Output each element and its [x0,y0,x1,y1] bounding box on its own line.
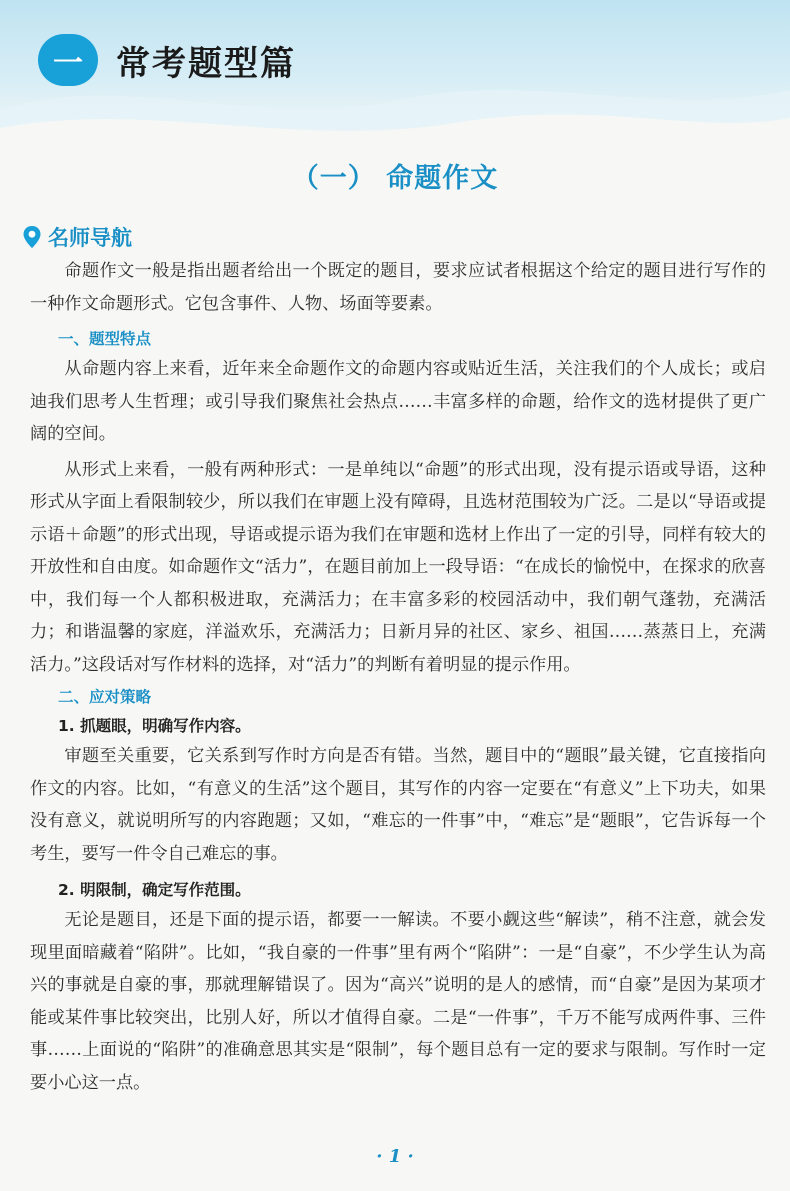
part2-block-1 [30,740,766,870]
intro-paragraph: 命题作文一般是指出题者给出一个既定的题目，要求应试者根据这个给定的题目进行写作的一种作文命题形式。它包含事件、人物、场面等要素。 [30,261,766,314]
part2-paragraph-2: 无论是题目，还是下面的提示语，都要一一解读。不要小觑这些“解读”，稍不注意，就会发现里面暗藏着“陷阱”。比如，“我自豪的一件事”里有两个“陷阱”：一是“自豪”，不少学生认为高兴的事就是自豪的事，那就理解错误了。因为“高兴”说明的是人的感情，而“自豪”是因为某项才能或某件事比较突出，比别人好，所以才值得自豪。二是“一件事”，千万不能写成两件事、三件事……上面说的“陷阱”的准确意思其实是“限制”，每个题目总有一定的要求与限制。写作时一定要小心这一点。 [30,910,766,1093]
part1-paragraph-2: 从形式上来看，一般有两种形式：一是单纯以“命题”的形式出现，没有提示语或导语，这种形式从字面上看限制较少，所以我们在审题上没有障碍，且选材范围较为广泛。二是以“导语或提示语＋命题”的形式出现，导语或提示语为我们在审题和选材上作出了一定的引导，同样有较大的开放性和自由度。如命题作文“活力”，在题目前加上一段导语：“在成长的愉悦中，在探求的欣喜中，我们每一个人都积极进取，充满活力；在丰富多彩的校园活动中，我们朝气蓬勃，充满活力；和谐温馨的家庭，洋溢欢乐，充满活力；日新月异的社区、家乡、祖国……蒸蒸日上，充满活力。”这段话对写作材料的选择，对“活力”的判断有着明显的提示作用。 [30,459,766,675]
location-pin-icon [22,225,42,249]
part1-paragraph-1: 从命题内容上来看，近年来全命题作文的命题内容或贴近生活，关注我们的个人成长；或启迪我们思考人生哲理；或引导我们聚焦社会热点……丰富多样的命题，给作文的选材提供了更广阔的空间。 [30,359,766,444]
strategy-point-2: 2. 明限制，确定写作范围。 [58,881,251,899]
page-number: · 1 · [376,1146,414,1167]
chapter-number-badge: 一 [38,34,98,86]
part1-block [30,353,766,681]
part2-block-2 [30,904,766,1099]
chapter-title: 常考题型篇 [116,44,296,84]
part1-heading: 一、题型特点 [58,330,152,348]
guide-heading [22,222,132,252]
guide-title: 名师导航 [48,226,132,250]
strategy-point-1: 1. 抓题眼，明确写作内容。 [58,717,251,735]
section-title: （一） 命题作文 [291,163,499,194]
part2-heading: 二、应对策略 [58,688,152,706]
part2-paragraph-1: 审题至关重要，它关系到写作时方向是否有错。当然，题目中的“题眼”最关键，它直接指向作文的内容。比如，“有意义的生活”这个题目，其写作的内容一定要在“有意义”上下功夫，如果没有意义，就说明所写的内容跑题；又如，“难忘的一件事”中，“难忘”是“题眼”，它告诉每一个考生，要写一件令自己难忘的事。 [30,746,766,864]
intro-block [30,255,766,320]
